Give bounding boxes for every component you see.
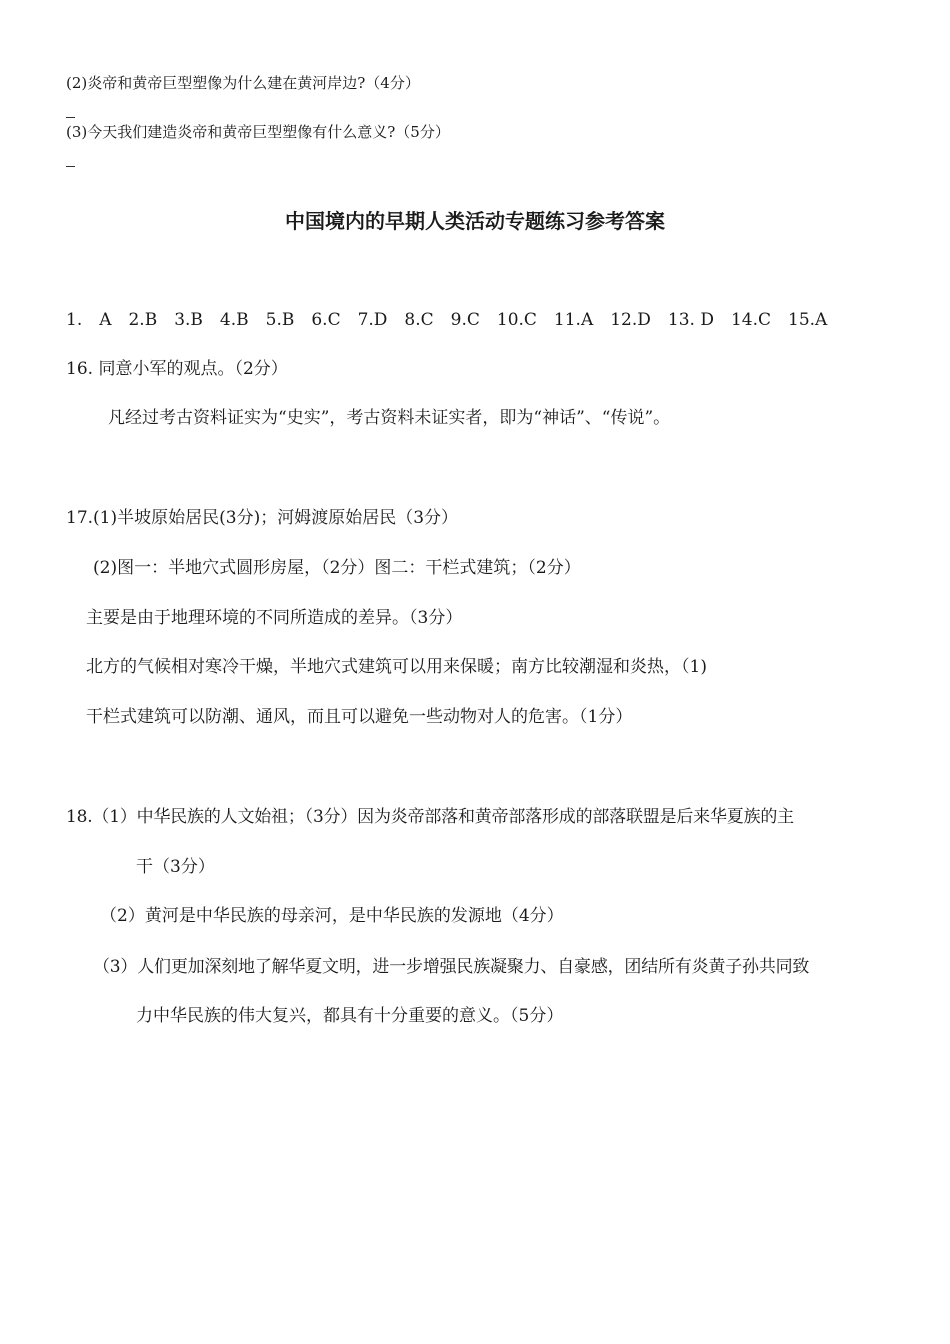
answer-18-line-5: 力中华民族的伟大复兴，都具有十分重要的意义。（5分） — [136, 1006, 564, 1026]
answer-16-line-1: 16. 同意小军的观点。（2分） — [66, 359, 288, 379]
answer-blank-2 — [66, 117, 75, 118]
answer-18-line-1: 18.（1）中华民族的人文始祖；（3分）因为炎帝部落和黄帝部落形成的部落联盟是后来华夏族的主 — [66, 807, 794, 827]
answer-17-line-5: 干栏式建筑可以防潮、通风，而且可以避免一些动物对人的危害。（1分） — [86, 707, 633, 727]
answer-18-line-3: （2）黄河是中华民族的母亲河，是中华民族的发源地（4分） — [100, 906, 564, 926]
answer-16-line-2: 凡经过考古资料证实为“史实”，考古资料未证实者，即为“神话”、“传说”。 — [108, 408, 671, 428]
answer-blank-3 — [66, 166, 75, 167]
answer-17-line-1: 17.(1)半坡原始居民(3分)；河姆渡原始居民（3分） — [66, 508, 459, 528]
answer-18-line-4: （3）人们更加深刻地了解华夏文明，进一步增强民族凝聚力、自豪感，团结所有炎黄子孙共同致 — [93, 957, 810, 977]
answer-multiple-choice: 1. A 2.B 3.B 4.B 5.B 6.C 7.D 8.C 9.C 10.C 11.A 12.D 13. D 14.C 15.A — [66, 310, 828, 330]
answer-17-line-3: 主要是由于地理环境的不同所造成的差异。（3分） — [86, 608, 463, 628]
question-3: (3)今天我们建造炎帝和黄帝巨型塑像有什么意义?（5分） — [66, 123, 450, 141]
answer-17-line-2: (2)图一：半地穴式圆形房屋，（2分）图二：干栏式建筑；（2分） — [93, 558, 581, 578]
answer-18-line-2: 干（3分） — [136, 857, 215, 877]
answer-17-line-4: 北方的气候相对寒冷干燥，半地穴式建筑可以用来保暖；南方比较潮湿和炎热，（1) — [86, 657, 707, 677]
question-2: (2)炎帝和黄帝巨型塑像为什么建在黄河岸边?（4分） — [66, 74, 420, 92]
answer-title: 中国境内的早期人类活动专题练习参考答案 — [285, 209, 665, 233]
